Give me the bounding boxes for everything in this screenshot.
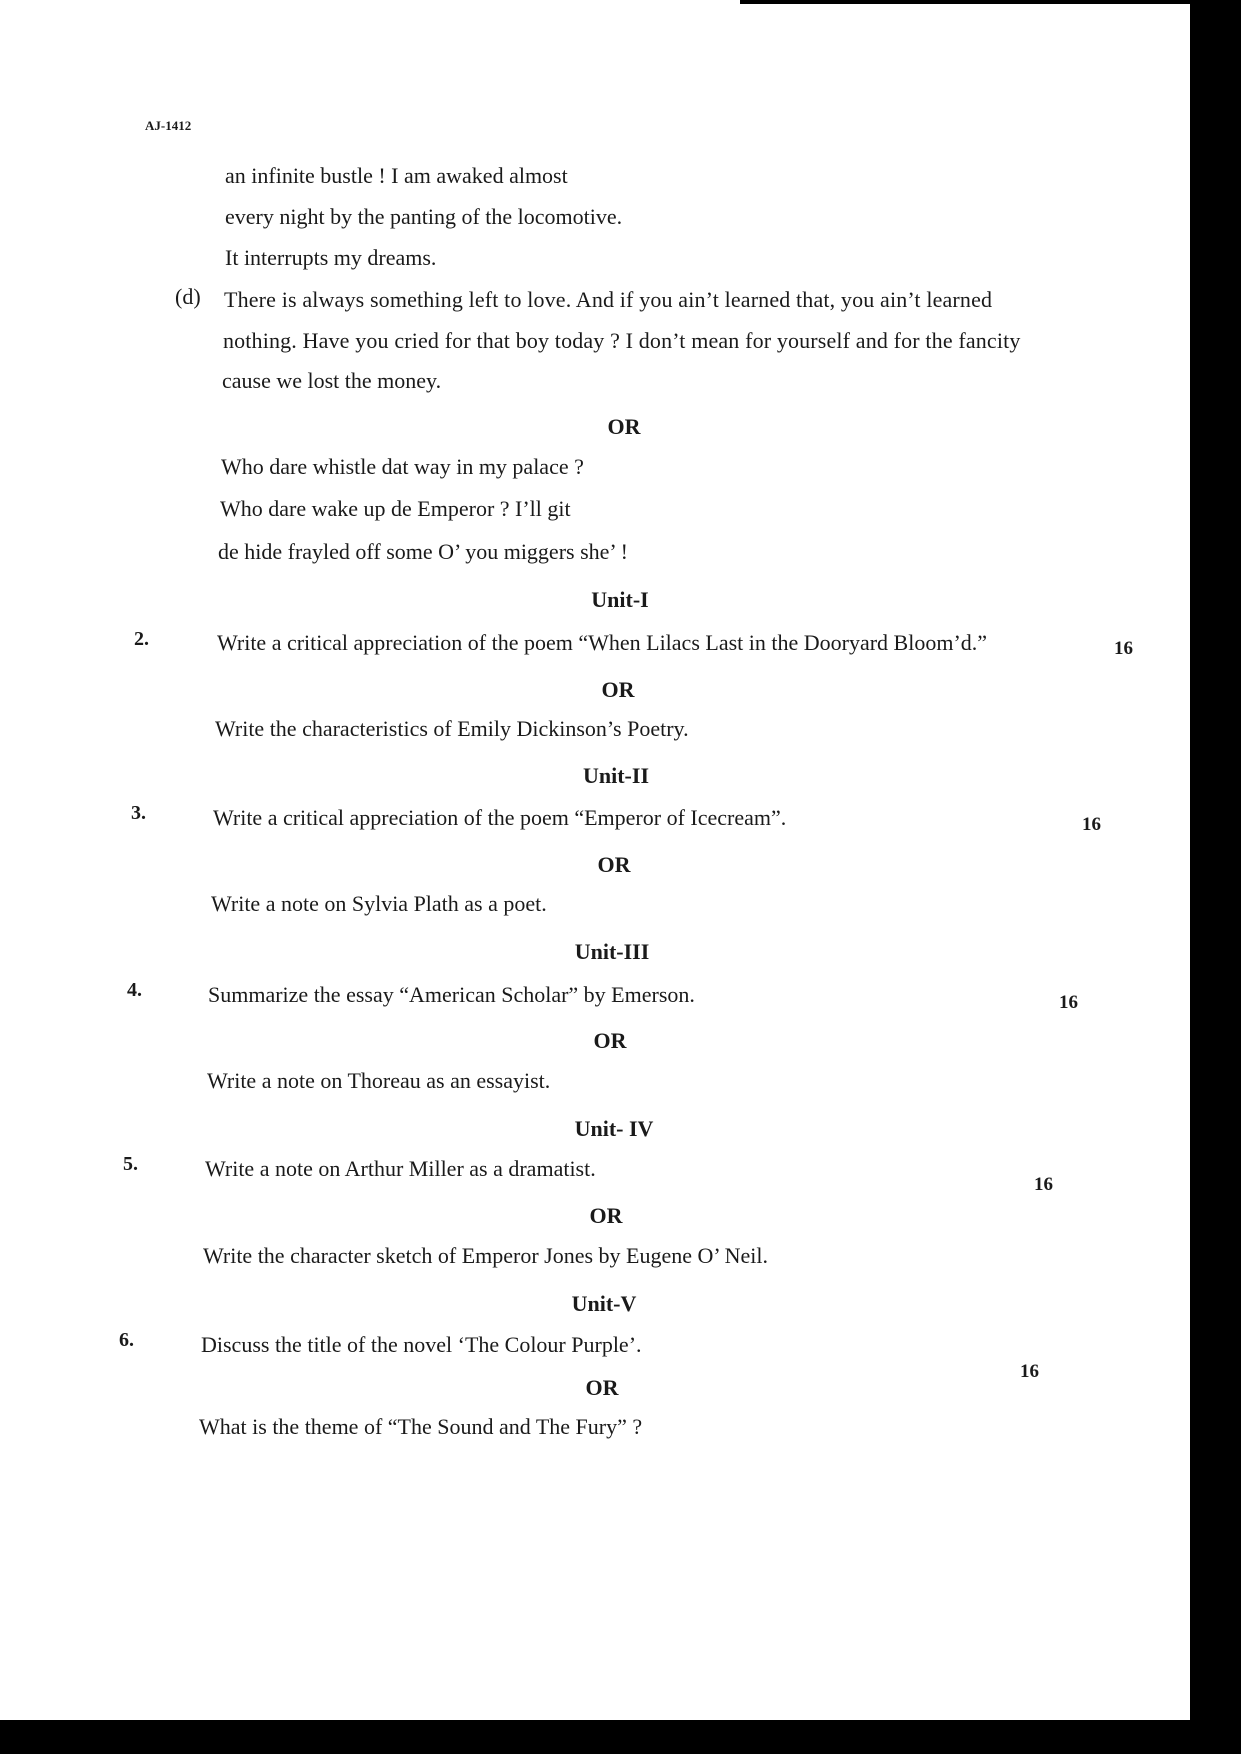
alternative-question: What is the theme of “The Sound and The Fury” ?: [199, 1414, 643, 1439]
paper-code: AJ-1412: [145, 118, 192, 133]
question-text: Summarize the essay “American Scholar” by Emerson.: [208, 982, 695, 1007]
question-marks: 16: [1034, 1174, 1053, 1195]
alternative-question: Write the character sketch of Emperor Jones by Eugene O’ Neil.: [203, 1243, 768, 1268]
unit-heading: Unit-II: [582, 763, 650, 788]
or-divider: OR: [601, 677, 635, 702]
passage-d-alt-line-3: de hide frayled off some O’ you miggers she’ !: [218, 539, 628, 564]
passage-c-line-1: an infinite bustle ! I am awaked almost: [225, 163, 568, 188]
alternative-question: Write a note on Thoreau as an essayist.: [207, 1068, 551, 1093]
passage-d-alt-line-1: Who dare whistle dat way in my palace ?: [221, 454, 584, 479]
question-text: Write a critical appreciation of the poem “When Lilacs Last in the Dooryard Bloom’d.”: [217, 630, 988, 655]
unit-heading: Unit-III: [574, 939, 650, 964]
question-text: Write a note on Arthur Miller as a dramatist.: [205, 1156, 596, 1181]
unit-heading: Unit-V: [571, 1291, 637, 1316]
or-divider: OR: [593, 1028, 627, 1053]
unit-heading: Unit- IV: [574, 1116, 654, 1141]
passage-d-line-3: cause we lost the money.: [222, 368, 442, 393]
question-number: 5.: [123, 1153, 138, 1175]
question-number: 4.: [127, 979, 142, 1001]
question-number: 6.: [119, 1329, 134, 1351]
question-text: Discuss the title of the novel ‘The Colour Purple’.: [201, 1332, 642, 1357]
or-divider: OR: [607, 414, 641, 439]
or-divider: OR: [597, 852, 631, 877]
passage-d-line-1: There is always something left to love. And if you ain’t learned that, you ain’t learned: [224, 287, 993, 312]
question-text: Write a critical appreciation of the poem “Emperor of Icecream”.: [213, 805, 787, 830]
question-marks: 16: [1059, 992, 1078, 1013]
passage-d-line-2: nothing. Have you cried for that boy today ? I don’t mean for yourself and for the fancity: [223, 328, 1021, 353]
or-divider: OR: [585, 1375, 619, 1400]
question-marks: 16: [1082, 814, 1101, 835]
unit-heading: Unit-I: [591, 587, 649, 612]
passage-d-label: (d): [175, 284, 201, 309]
question-marks: 16: [1114, 638, 1133, 659]
passage-c-line-2: every night by the panting of the locomotive.: [225, 204, 623, 229]
passage-d-alt-line-2: Who dare wake up de Emperor ? I’ll git: [220, 496, 571, 521]
or-divider: OR: [589, 1203, 623, 1228]
alternative-question: Write the characteristics of Emily Dickinson’s Poetry.: [215, 716, 689, 741]
scan-edge-top: [740, 0, 1241, 4]
passage-c-line-3: It interrupts my dreams.: [225, 245, 437, 270]
question-number: 3.: [131, 802, 146, 824]
question-marks: 16: [1020, 1361, 1039, 1382]
question-number: 2.: [134, 628, 149, 650]
alternative-question: Write a note on Sylvia Plath as a poet.: [211, 891, 547, 916]
